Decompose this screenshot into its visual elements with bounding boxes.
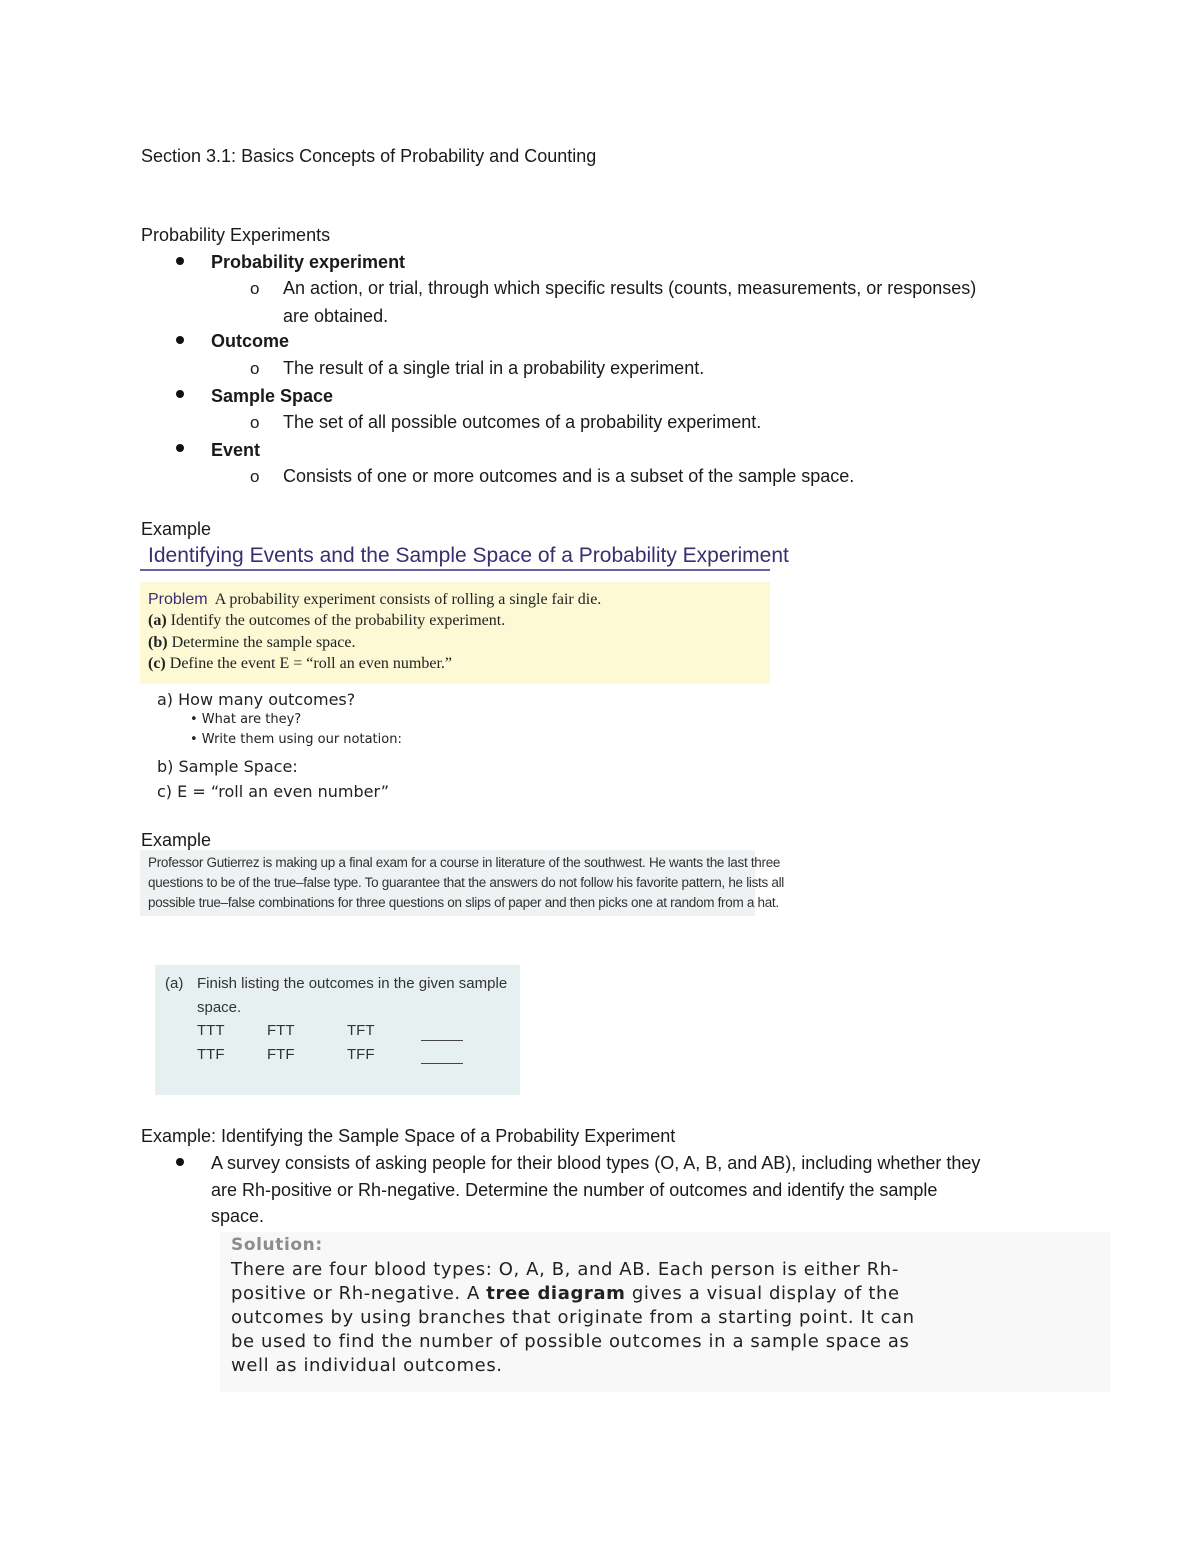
part-text: Determine the sample space. <box>171 634 356 651</box>
bullet-icon <box>176 444 184 452</box>
part-tag: (a) <box>148 612 167 629</box>
outcome-cell: TTF <box>197 1046 225 1063</box>
question-c: c) E = “roll an even number” <box>157 782 390 801</box>
problem-part-a <box>148 612 505 630</box>
solution-line: outcomes by using branches that originate from a starting point. It can <box>231 1307 915 1328</box>
example1-title: Identifying Events and the Sample Space of a Probability Experiment <box>148 544 789 567</box>
title-rule <box>140 569 770 571</box>
task-text: Finish listing the outcomes in the given sample <box>197 975 508 992</box>
part-text: Identify the outcomes of the probability experiment. <box>170 612 506 629</box>
solution-text: gives a visual display of the <box>625 1283 900 1304</box>
bullet-icon <box>176 257 184 265</box>
task-tag: (a) <box>165 975 184 992</box>
example-label: Example <box>141 830 212 850</box>
problem-line: possible true–false combinations for three questions on slips of paper and then picks one at random from a hat. <box>148 895 779 910</box>
term-probability-experiment: Probability experiment <box>211 252 406 272</box>
bullet-text: are Rh-positive or Rh-negative. Determine the number of outcomes and identify the sample <box>211 1180 938 1200</box>
term-outcome: Outcome <box>211 331 290 351</box>
solution-text: positive or Rh-negative. A <box>231 1283 487 1304</box>
question-a: a) How many outcomes? <box>157 690 356 709</box>
sub-bullet-icon: o <box>250 467 260 486</box>
outcome-cell: TFF <box>347 1046 375 1063</box>
problem-line: Professor Gutierrez is making up a final exam for a course in literature of the southwest. He wants the last three <box>148 855 781 870</box>
outcome-cell: TFT <box>347 1022 375 1039</box>
solution-label: Solution: <box>231 1235 323 1255</box>
answer-blank[interactable] <box>421 1063 463 1064</box>
sub-bullet-icon: o <box>250 413 260 432</box>
question-a1: • What are they? <box>190 712 302 727</box>
problem-line: questions to be of the true–false type. To guarantee that the answers do not follow his favorite pattern, he lists all <box>148 875 785 890</box>
page-title: Section 3.1: Basics Concepts of Probability and Counting <box>141 146 597 166</box>
problem-part-b <box>148 634 355 652</box>
definition-text: An action, or trial, through which specific results (counts, measurements, or responses) <box>283 278 977 298</box>
bullet-text: A survey consists of asking people for their blood types (O, A, B, and AB), including whether they <box>211 1153 981 1173</box>
outcome-cell: FTF <box>267 1046 295 1063</box>
problem-part-c <box>148 655 452 673</box>
definition-text: are obtained. <box>283 306 389 326</box>
solution-line <box>231 1283 900 1304</box>
solution-line: There are four blood types: O, A, B, and AB. Each person is either Rh- <box>231 1259 899 1280</box>
answer-blank[interactable] <box>421 1040 463 1041</box>
section-title: Probability Experiments <box>141 225 331 245</box>
outcome-cell: TTT <box>197 1022 225 1039</box>
part-tag: (c) <box>148 655 166 672</box>
bullet-icon <box>176 1158 184 1166</box>
bullet-text: space. <box>211 1206 265 1226</box>
task-text: space. <box>197 999 242 1016</box>
example-label: Example: Identifying the Sample Space of a Probability Experiment <box>141 1126 676 1146</box>
outcome-cell: FTT <box>267 1022 295 1039</box>
question-a2: • Write them using our notation: <box>190 732 402 747</box>
problem-text: A probability experiment consists of rolling a single fair die. <box>214 591 602 608</box>
part-text: Define the event E = “roll an even number.” <box>169 655 453 672</box>
definition-text: The result of a single trial in a probability experiment. <box>283 358 705 378</box>
bullet-icon <box>176 336 184 344</box>
problem-label: Problem <box>148 591 208 608</box>
tree-diagram-term: tree diagram <box>486 1283 626 1304</box>
part-tag: (b) <box>148 634 168 651</box>
definition-text: The set of all possible outcomes of a probability experiment. <box>283 412 762 432</box>
sub-bullet-icon: o <box>250 279 260 298</box>
definition-text: Consists of one or more outcomes and is a subset of the sample space. <box>283 466 855 486</box>
solution-line: be used to find the number of possible outcomes in a sample space as <box>231 1331 910 1352</box>
question-b: b) Sample Space: <box>157 757 298 776</box>
solution-line: well as individual outcomes. <box>231 1355 503 1376</box>
sub-bullet-icon: o <box>250 359 260 378</box>
term-event: Event <box>211 440 261 460</box>
problem-statement <box>148 591 601 609</box>
example-label: Example <box>141 519 212 539</box>
term-sample-space: Sample Space <box>211 386 334 406</box>
bullet-icon <box>176 390 184 398</box>
